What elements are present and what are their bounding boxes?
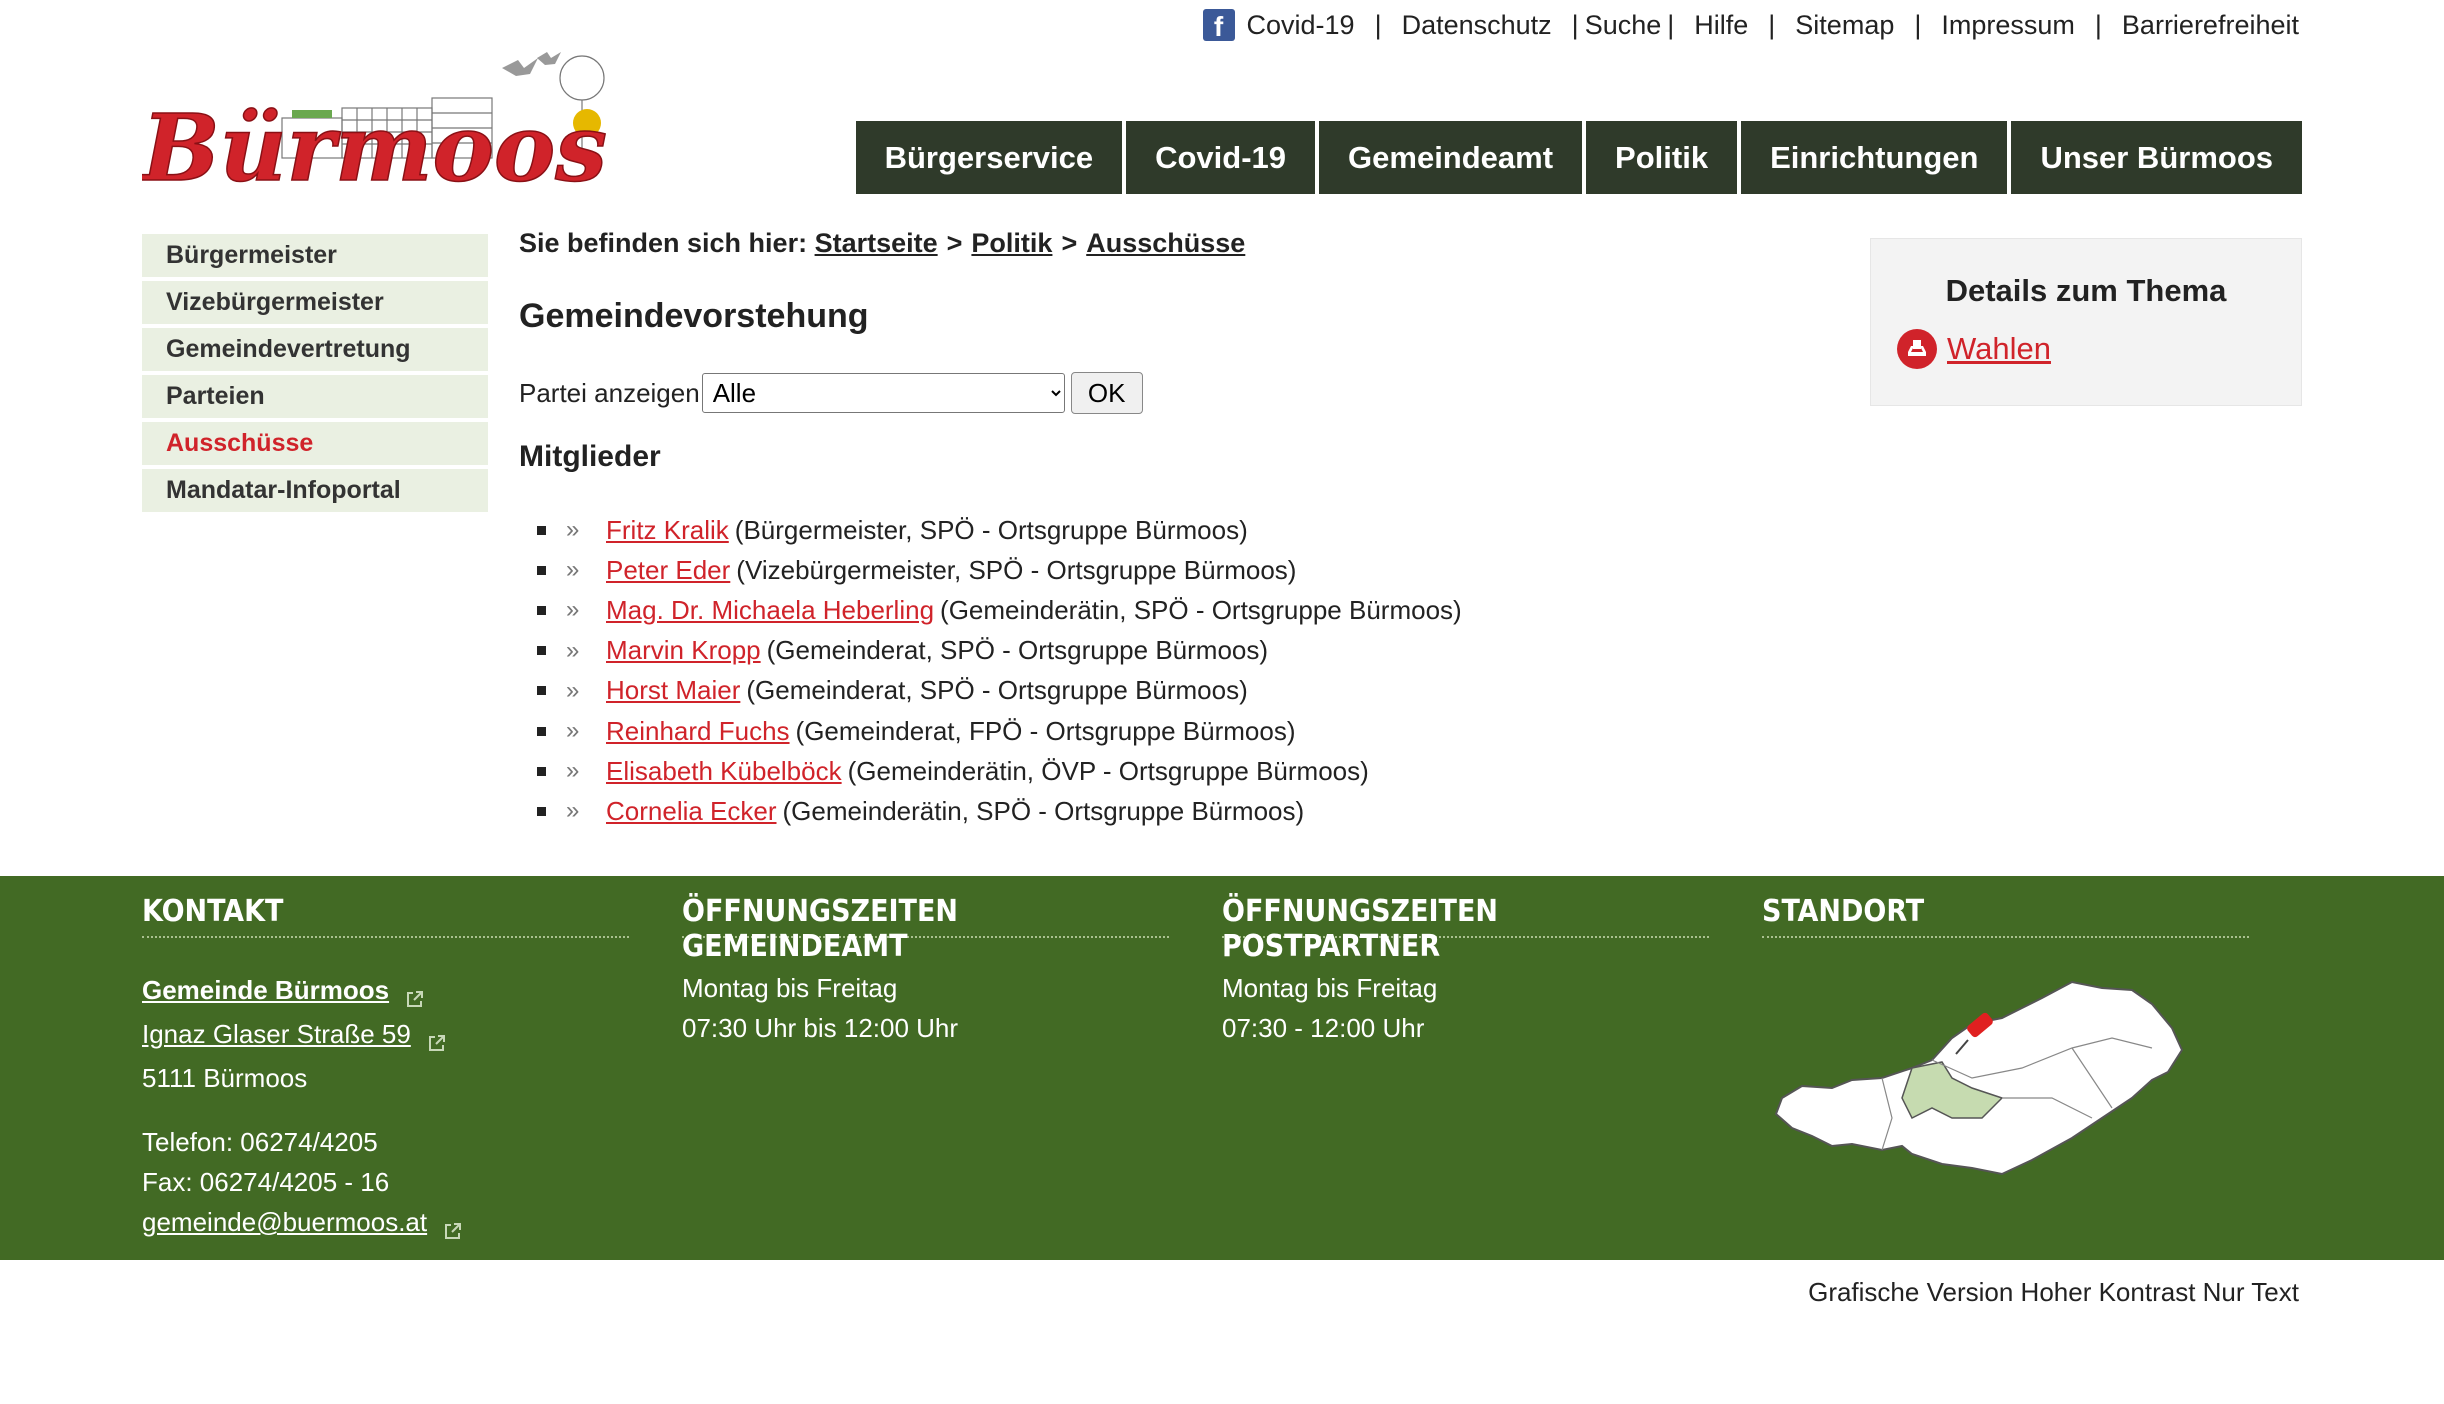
members-list xyxy=(519,510,1819,832)
member-link[interactable]: Peter Eder xyxy=(606,554,731,585)
external-link-icon xyxy=(443,1212,463,1232)
chevron-double-right-icon: » xyxy=(566,636,580,664)
footer xyxy=(0,876,2444,1260)
member-link[interactable]: Horst Maier xyxy=(606,675,741,706)
mode-text[interactable]: Nur Text xyxy=(2202,1277,2299,1307)
member-role: (Vizebürgermeister, SPÖ - Ortsgruppe Bürmoos) xyxy=(736,554,1297,585)
page-title: Gemeindevorstehung xyxy=(519,297,869,335)
toplink-impressum[interactable]: Impressum xyxy=(1941,9,2075,40)
footer-postpartner-hours: 07:30 - 12:00 Uhr xyxy=(1222,1013,1425,1043)
footer-standort xyxy=(1762,894,2249,938)
footer-street-row xyxy=(142,1012,629,1056)
chevron-double-right-icon: » xyxy=(566,516,580,544)
details-link-wahlen[interactable] xyxy=(1897,329,2301,369)
footer-kontakt-title: KONTAKT xyxy=(142,894,629,938)
member-link[interactable]: Marvin Kropp xyxy=(606,635,761,666)
footer-email-row xyxy=(142,1202,629,1242)
main-content xyxy=(519,222,1819,832)
nav-unser-buermoos[interactable]: Unser Bürmoos xyxy=(2011,121,2302,194)
chevron-double-right-icon: » xyxy=(566,596,580,624)
external-link-icon xyxy=(427,1024,447,1044)
external-link-icon xyxy=(405,980,425,1000)
toplink-sitemap[interactable]: Sitemap xyxy=(1795,9,1895,40)
breadcrumb-ausschuesse[interactable]: Ausschüsse xyxy=(1086,227,1246,258)
mode-grafisch[interactable]: Grafische Version xyxy=(1808,1277,2014,1307)
separator: | xyxy=(2094,9,2102,40)
austria-map[interactable] xyxy=(1772,968,2202,1188)
list-item xyxy=(519,671,1819,711)
bullet xyxy=(537,646,546,655)
separator: | xyxy=(1914,9,1922,40)
list-item xyxy=(519,791,1819,831)
sidebar xyxy=(142,234,488,516)
nav-politik[interactable]: Politik xyxy=(1586,121,1737,194)
sidebar-item-vizebuergermeister[interactable]: Vizebürgermeister xyxy=(142,281,488,324)
list-item xyxy=(519,550,1819,590)
details-link-label[interactable]: Wahlen xyxy=(1947,331,2051,366)
sidebar-item-gemeindevertretung[interactable]: Gemeindevertretung xyxy=(142,328,488,371)
members-title: Mitglieder xyxy=(519,440,661,473)
footer-postpartner xyxy=(1222,894,1709,1048)
display-mode-links xyxy=(1808,1277,2299,1308)
member-link[interactable]: Elisabeth Kübelböck xyxy=(606,755,842,786)
separator: | xyxy=(1667,9,1675,40)
toplink-suche[interactable]: Suche xyxy=(1584,9,1662,40)
nav-buergerservice[interactable]: Bürgerservice xyxy=(856,121,1123,194)
toplink-barrierefreiheit[interactable]: Barrierefreiheit xyxy=(2121,9,2299,40)
chevron-double-right-icon: » xyxy=(566,797,580,825)
breadcrumb-prefix: Sie befinden sich hier: xyxy=(519,227,808,258)
bullet xyxy=(537,767,546,776)
breadcrumb-separator: > xyxy=(946,227,963,258)
list-item xyxy=(519,751,1819,791)
footer-city: 5111 Bürmoos xyxy=(142,1063,308,1093)
member-role: (Gemeinderat, FPÖ - Ortsgruppe Bürmoos) xyxy=(795,715,1296,746)
footer-email-link[interactable]: gemeinde@buermoos.at xyxy=(142,1207,428,1237)
footer-gemeindeamt-days: Montag bis Freitag xyxy=(682,973,898,1003)
chevron-double-right-icon: » xyxy=(566,757,580,785)
toplink-covid[interactable]: Covid-19 xyxy=(1246,9,1355,40)
chevron-double-right-icon: » xyxy=(566,717,580,745)
bullet xyxy=(537,566,546,575)
member-role: (Bürgermeister, SPÖ - Ortsgruppe Bürmoos) xyxy=(734,514,1248,545)
filter-label: Partei anzeigen xyxy=(519,377,700,408)
breadcrumb-startseite[interactable]: Startseite xyxy=(814,227,938,258)
sidebar-item-parteien[interactable]: Parteien xyxy=(142,375,488,418)
sidebar-item-ausschuesse[interactable]: Ausschüsse xyxy=(142,422,488,465)
footer-org-row xyxy=(142,968,629,1012)
member-link[interactable]: Reinhard Fuchs xyxy=(606,715,790,746)
party-filter xyxy=(519,371,1819,415)
breadcrumb xyxy=(519,222,1819,264)
footer-org-link[interactable]: Gemeinde Bürmoos xyxy=(142,975,390,1005)
site-logo[interactable] xyxy=(142,48,622,198)
ok-button[interactable]: OK xyxy=(1071,372,1143,414)
facebook-icon[interactable]: f xyxy=(1203,9,1235,41)
footer-gemeindeamt-title: ÖFFNUNGSZEITEN GEMEINDEAMT xyxy=(682,894,1169,938)
toplink-datenschutz[interactable]: Datenschutz xyxy=(1401,9,1552,40)
bullet xyxy=(537,686,546,695)
member-role: (Gemeinderätin, ÖVP - Ortsgruppe Bürmoos) xyxy=(847,755,1369,786)
footer-gemeindeamt-hours: 07:30 Uhr bis 12:00 Uhr xyxy=(682,1013,959,1043)
member-role: (Gemeinderat, SPÖ - Ortsgruppe Bürmoos) xyxy=(766,635,1269,666)
ballot-icon xyxy=(1897,329,1937,369)
member-role: (Gemeinderätin, SPÖ - Ortsgruppe Bürmoos) xyxy=(782,795,1305,826)
separator: | xyxy=(1571,9,1579,40)
sidebar-item-buergermeister[interactable]: Bürgermeister xyxy=(142,234,488,277)
breadcrumb-politik[interactable]: Politik xyxy=(971,227,1053,258)
list-item xyxy=(519,631,1819,671)
details-title: Details zum Thema xyxy=(1945,273,2227,308)
footer-postpartner-title: ÖFFNUNGSZEITEN POSTPARTNER xyxy=(1222,894,1709,938)
bullet xyxy=(537,526,546,535)
details-box xyxy=(1870,238,2302,406)
footer-street-link[interactable]: Ignaz Glaser Straße 59 xyxy=(142,1019,411,1049)
separator: | xyxy=(1768,9,1776,40)
chevron-double-right-icon: » xyxy=(566,676,580,704)
mode-kontrast[interactable]: Hoher Kontrast xyxy=(2020,1277,2196,1307)
nav-einrichtungen[interactable]: Einrichtungen xyxy=(1741,121,2007,194)
toplink-hilfe[interactable]: Hilfe xyxy=(1694,9,1749,40)
list-item xyxy=(519,711,1819,751)
sidebar-item-mandatar-infoportal[interactable]: Mandatar-Infoportal xyxy=(142,469,488,512)
footer-phone: Telefon: 06274/4205 xyxy=(142,1127,378,1157)
breadcrumb-separator: > xyxy=(1061,227,1078,258)
logo-text: Bürmoos xyxy=(142,94,607,198)
member-link[interactable]: Cornelia Ecker xyxy=(606,795,777,826)
chevron-double-right-icon: » xyxy=(566,556,580,584)
party-select[interactable] xyxy=(702,373,1065,413)
top-links xyxy=(1203,6,2300,44)
list-item xyxy=(519,590,1819,630)
nav-covid[interactable]: Covid-19 xyxy=(1126,121,1315,194)
bullet xyxy=(537,606,546,615)
footer-gemeindeamt xyxy=(682,894,1169,1048)
footer-kontakt xyxy=(142,894,629,1242)
member-link[interactable]: Fritz Kralik xyxy=(606,514,729,545)
member-link[interactable]: Mag. Dr. Michaela Heberling xyxy=(606,594,935,625)
footer-postpartner-days: Montag bis Freitag xyxy=(1222,973,1438,1003)
footer-fax: Fax: 06274/4205 - 16 xyxy=(142,1167,390,1197)
footer-standort-title: STANDORT xyxy=(1762,894,2249,938)
main-nav xyxy=(856,121,2302,194)
member-role: (Gemeinderätin, SPÖ - Ortsgruppe Bürmoos) xyxy=(940,594,1462,625)
bullet xyxy=(537,807,546,816)
nav-gemeindeamt[interactable]: Gemeindeamt xyxy=(1319,121,1582,194)
list-item xyxy=(519,510,1819,550)
bullet xyxy=(537,727,546,736)
separator: | xyxy=(1374,9,1382,40)
member-role: (Gemeinderat, SPÖ - Ortsgruppe Bürmoos) xyxy=(746,675,1248,706)
